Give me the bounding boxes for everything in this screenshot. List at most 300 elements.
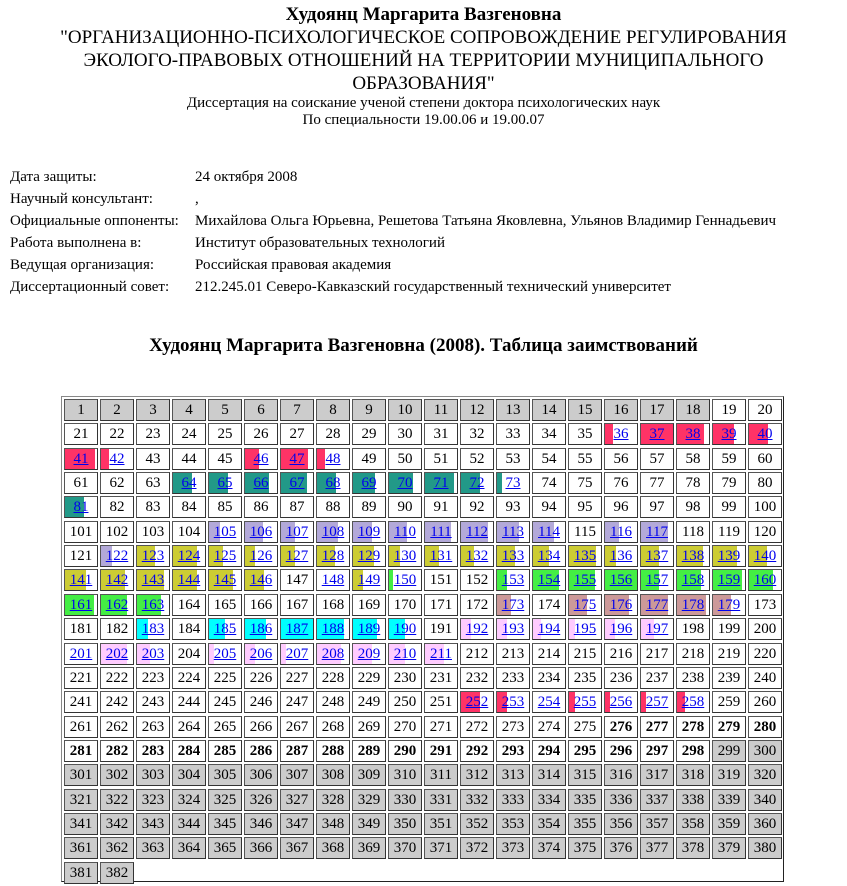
page-cell-150[interactable] — [388, 569, 422, 591]
page-cell-298 — [676, 740, 710, 762]
page-link[interactable]: 110 — [394, 524, 416, 540]
page-number: 171 — [429, 597, 453, 613]
page-number: 218 — [681, 646, 705, 662]
page-link[interactable]: 40 — [757, 426, 773, 442]
page-cell-206[interactable] — [244, 643, 278, 665]
page-cell-295 — [568, 740, 602, 762]
page-link[interactable]: 109 — [357, 524, 381, 540]
page-cell-122[interactable] — [100, 545, 134, 567]
page-cell-201[interactable] — [64, 643, 98, 665]
page-number: 82 — [109, 499, 125, 515]
page-number: 345 — [213, 816, 237, 832]
page-cell-222 — [100, 667, 134, 689]
page-number: 247 — [285, 694, 309, 710]
page-link[interactable]: 209 — [357, 646, 381, 662]
page-number: 101 — [69, 524, 93, 540]
page-number: 378 — [681, 840, 705, 856]
page-cell-159[interactable] — [712, 569, 746, 591]
page-cell-72[interactable] — [460, 472, 494, 494]
page-link[interactable]: 175 — [573, 597, 597, 613]
page-link[interactable]: 64 — [181, 475, 197, 491]
page-link[interactable]: 193 — [501, 621, 525, 637]
page-link[interactable]: 192 — [465, 621, 489, 637]
page-cell-207[interactable] — [280, 643, 314, 665]
page-link[interactable]: 149 — [357, 572, 381, 588]
page-number: 233 — [501, 670, 525, 686]
page-cell-257[interactable] — [640, 691, 674, 713]
page-cell-109[interactable] — [352, 521, 386, 543]
page-number: 277 — [645, 719, 669, 735]
page-cell-48[interactable] — [316, 448, 350, 470]
page-link[interactable]: 150 — [393, 572, 417, 588]
page-link[interactable]: 140 — [753, 548, 777, 564]
page-cell-188[interactable] — [316, 618, 350, 640]
page-link[interactable]: 256 — [609, 694, 633, 710]
page-cell-124[interactable] — [172, 545, 206, 567]
page-number: 151 — [429, 572, 453, 588]
page-cell-117[interactable] — [640, 521, 674, 543]
page-link[interactable]: 129 — [357, 548, 381, 564]
page-link[interactable]: 161 — [69, 597, 93, 613]
page-link[interactable]: 157 — [645, 572, 669, 588]
page-cell-36[interactable] — [604, 423, 638, 445]
page-cell-322 — [100, 789, 134, 811]
page-link[interactable]: 155 — [573, 572, 597, 588]
page-cell-194[interactable] — [532, 618, 566, 640]
page-link[interactable]: 153 — [501, 572, 525, 588]
page-link[interactable]: 145 — [213, 572, 237, 588]
page-cell-197[interactable] — [640, 618, 674, 640]
page-cell-93 — [496, 496, 530, 518]
page-cell-249 — [352, 691, 386, 713]
page-cell-367 — [280, 837, 314, 859]
page-link[interactable]: 112 — [466, 524, 488, 540]
page-cell-265 — [208, 716, 242, 738]
page-cell-208[interactable] — [316, 643, 350, 665]
page-link[interactable]: 46 — [253, 451, 269, 467]
page-cell-139[interactable] — [712, 545, 746, 567]
page-link[interactable]: 187 — [285, 621, 309, 637]
page-link[interactable]: 111 — [430, 524, 452, 540]
page-cell-106[interactable] — [244, 521, 278, 543]
page-number: 74 — [541, 475, 557, 491]
page-link[interactable]: 68 — [325, 475, 341, 491]
page-cell-273 — [496, 716, 530, 738]
page-cell-198 — [676, 618, 710, 640]
page-number: 13 — [505, 402, 521, 418]
page-cell-160[interactable] — [748, 569, 782, 591]
page-link[interactable]: 65 — [217, 475, 233, 491]
page-cell-164 — [172, 594, 206, 616]
page-link[interactable]: 41 — [73, 451, 89, 467]
page-link[interactable]: 69 — [361, 475, 377, 491]
page-cell-108[interactable] — [316, 521, 350, 543]
page-cell-252[interactable] — [460, 691, 494, 713]
page-number: 331 — [429, 792, 453, 808]
page-cell-127[interactable] — [280, 545, 314, 567]
page-link[interactable]: 206 — [249, 646, 273, 662]
page-cell-3 — [136, 399, 170, 421]
page-link[interactable]: 113 — [502, 524, 524, 540]
page-cell-101 — [64, 521, 98, 543]
page-cell-211[interactable] — [424, 643, 458, 665]
page-link[interactable]: 163 — [141, 597, 165, 613]
page-cell-175[interactable] — [568, 594, 602, 616]
page-cell-112[interactable] — [460, 521, 494, 543]
page-number: 214 — [537, 646, 561, 662]
page-link[interactable]: 197 — [645, 621, 669, 637]
page-cell-142[interactable] — [100, 569, 134, 591]
page-link[interactable]: 257 — [645, 694, 669, 710]
page-link[interactable]: 66 — [253, 475, 269, 491]
page-cell-156[interactable] — [604, 569, 638, 591]
page-link[interactable]: 189 — [357, 621, 381, 637]
page-cell-147 — [280, 569, 314, 591]
page-number: 223 — [141, 670, 165, 686]
page-link[interactable]: 188 — [321, 621, 345, 637]
page-link[interactable]: 131 — [429, 548, 453, 564]
page-link[interactable]: 196 — [609, 621, 633, 637]
page-cell-157[interactable] — [640, 569, 674, 591]
page-link[interactable]: 254 — [537, 694, 561, 710]
page-link[interactable]: 81 — [73, 499, 89, 515]
page-number: 326 — [249, 792, 273, 808]
page-number: 308 — [321, 767, 345, 783]
page-link[interactable]: 125 — [213, 548, 237, 564]
page-link[interactable]: 42 — [109, 451, 125, 467]
page-cell-143[interactable] — [136, 569, 170, 591]
page-cell-178[interactable] — [676, 594, 710, 616]
page-cell-41[interactable] — [64, 448, 98, 470]
page-link[interactable]: 159 — [717, 572, 741, 588]
page-cell-47[interactable] — [280, 448, 314, 470]
page-number: 169 — [357, 597, 381, 613]
page-cell-248 — [316, 691, 350, 713]
page-cell-199 — [712, 618, 746, 640]
info-value: Российская правовая академия — [195, 256, 392, 273]
page-link[interactable]: 143 — [141, 572, 165, 588]
page-cell-131[interactable] — [424, 545, 458, 567]
page-link[interactable]: 144 — [177, 572, 201, 588]
page-cell-256[interactable] — [604, 691, 638, 713]
page-link[interactable]: 183 — [141, 621, 165, 637]
page-link[interactable]: 141 — [69, 572, 93, 588]
page-cell-64[interactable] — [172, 472, 206, 494]
page-link[interactable]: 135 — [573, 548, 597, 564]
page-cell-43 — [136, 448, 170, 470]
page-link[interactable]: 114 — [538, 524, 560, 540]
page-cell-202[interactable] — [100, 643, 134, 665]
page-cell-140[interactable] — [748, 545, 782, 567]
page-cell-167 — [280, 594, 314, 616]
page-number: 267 — [285, 719, 309, 735]
page-link[interactable]: 186 — [249, 621, 273, 637]
page-cell-186[interactable] — [244, 618, 278, 640]
page-link[interactable]: 195 — [573, 621, 597, 637]
page-link[interactable]: 124 — [177, 548, 201, 564]
page-cell-204 — [172, 643, 206, 665]
page-cell-163[interactable] — [136, 594, 170, 616]
page-cell-311 — [424, 764, 458, 786]
page-cell-128[interactable] — [316, 545, 350, 567]
page-link[interactable]: 253 — [501, 694, 525, 710]
page-cell-105[interactable] — [208, 521, 242, 543]
page-cell-136[interactable] — [604, 545, 638, 567]
page-link[interactable]: 117 — [646, 524, 668, 540]
page-cell-262 — [100, 716, 134, 738]
page-cell-253[interactable] — [496, 691, 530, 713]
page-link[interactable]: 138 — [681, 548, 705, 564]
page-cell-126[interactable] — [244, 545, 278, 567]
page-link[interactable]: 203 — [141, 646, 165, 662]
page-link[interactable]: 127 — [285, 548, 309, 564]
page-link[interactable]: 255 — [573, 694, 597, 710]
page-link[interactable]: 158 — [681, 572, 705, 588]
page-cell-66[interactable] — [244, 472, 278, 494]
page-link[interactable]: 38 — [685, 426, 701, 442]
page-link[interactable]: 177 — [645, 597, 669, 613]
page-link[interactable]: 133 — [501, 548, 525, 564]
page-link[interactable]: 160 — [753, 572, 777, 588]
page-cell-154[interactable] — [532, 569, 566, 591]
page-link[interactable]: 210 — [393, 646, 417, 662]
page-number: 353 — [501, 816, 525, 832]
page-link[interactable]: 136 — [609, 548, 633, 564]
page-cell-13 — [496, 399, 530, 421]
page-link[interactable]: 39 — [721, 426, 737, 442]
page-number: 241 — [69, 694, 93, 710]
page-link[interactable]: 178 — [681, 597, 705, 613]
page-cell-376 — [604, 837, 638, 859]
page-cell-4 — [172, 399, 206, 421]
page-link[interactable]: 108 — [321, 524, 345, 540]
page-cell-182 — [100, 618, 134, 640]
page-cell-258[interactable] — [676, 691, 710, 713]
page-cell-196[interactable] — [604, 618, 638, 640]
page-cell-158[interactable] — [676, 569, 710, 591]
page-number: 294 — [537, 743, 561, 759]
page-cell-113[interactable] — [496, 521, 530, 543]
page-cell-134[interactable] — [532, 545, 566, 567]
page-cell-338 — [676, 789, 710, 811]
page-cell-120 — [748, 521, 782, 543]
page-link[interactable]: 72 — [469, 475, 485, 491]
page-cell-306 — [244, 764, 278, 786]
page-link[interactable]: 154 — [537, 572, 561, 588]
page-cell-73[interactable] — [496, 472, 530, 494]
page-link[interactable]: 47 — [289, 451, 305, 467]
page-cell-65[interactable] — [208, 472, 242, 494]
page-cell-173[interactable] — [496, 594, 530, 616]
page-link[interactable]: 207 — [285, 646, 309, 662]
page-cell-149[interactable] — [352, 569, 386, 591]
page-cell-145[interactable] — [208, 569, 242, 591]
page-cell-123[interactable] — [136, 545, 170, 567]
page-cell-155[interactable] — [568, 569, 602, 591]
page-number: 337 — [645, 792, 669, 808]
page-cell-114[interactable] — [532, 521, 566, 543]
page-number: 354 — [537, 816, 561, 832]
page-link[interactable]: 139 — [717, 548, 741, 564]
page-number: 54 — [541, 451, 557, 467]
page-link[interactable]: 173 — [501, 597, 525, 613]
page-cell-144[interactable] — [172, 569, 206, 591]
page-link[interactable]: 73 — [505, 475, 521, 491]
page-link[interactable]: 137 — [645, 548, 669, 564]
page-cell-148[interactable] — [316, 569, 350, 591]
page-number: 261 — [69, 719, 93, 735]
page-link[interactable]: 106 — [249, 524, 273, 540]
page-link[interactable]: 116 — [610, 524, 632, 540]
page-number: 170 — [393, 597, 417, 613]
page-cell-162[interactable] — [100, 594, 134, 616]
page-number: 21 — [73, 426, 89, 442]
page-number: 92 — [469, 499, 485, 515]
borrowing-fill-bar — [389, 570, 393, 590]
page-cell-191 — [424, 618, 458, 640]
page-link[interactable]: 67 — [289, 475, 305, 491]
page-cell-343 — [136, 813, 170, 835]
page-cell-137[interactable] — [640, 545, 674, 567]
page-cell-161[interactable] — [64, 594, 98, 616]
page-cell-81[interactable] — [64, 496, 98, 518]
page-number: 316 — [609, 767, 633, 783]
page-link[interactable]: 162 — [105, 597, 129, 613]
page-cell-83 — [136, 496, 170, 518]
page-link[interactable]: 122 — [105, 548, 129, 564]
page-number: 372 — [465, 840, 489, 856]
page-cell-130[interactable] — [388, 545, 422, 567]
page-cell-97 — [640, 496, 674, 518]
page-cell-153[interactable] — [496, 569, 530, 591]
page-cell-70[interactable] — [388, 472, 422, 494]
page-cell-189[interactable] — [352, 618, 386, 640]
page-number: 56 — [613, 451, 629, 467]
page-link[interactable]: 48 — [325, 451, 341, 467]
page-link[interactable]: 205 — [213, 646, 237, 662]
page-cell-336 — [604, 789, 638, 811]
page-cell-179[interactable] — [712, 594, 746, 616]
page-link[interactable]: 123 — [141, 548, 165, 564]
page-cell-192[interactable] — [460, 618, 494, 640]
page-cell-77 — [640, 472, 674, 494]
page-cell-200 — [748, 618, 782, 640]
page-cell-242 — [100, 691, 134, 713]
page-link[interactable]: 208 — [321, 646, 345, 662]
page-number: 299 — [717, 743, 741, 759]
page-cell-138[interactable] — [676, 545, 710, 567]
page-cell-193[interactable] — [496, 618, 530, 640]
page-link[interactable]: 252 — [465, 694, 489, 710]
page-cell-255[interactable] — [568, 691, 602, 713]
page-link[interactable]: 156 — [609, 572, 633, 588]
page-cell-205[interactable] — [208, 643, 242, 665]
page-cell-67[interactable] — [280, 472, 314, 494]
page-link[interactable]: 194 — [537, 621, 561, 637]
page-cell-195[interactable] — [568, 618, 602, 640]
page-cell-190[interactable] — [388, 618, 422, 640]
page-link[interactable]: 190 — [393, 621, 417, 637]
info-value: Михайлова Ольга Юрьевна, Решетова Татьяна Яковлевна, Ульянов Владимир Геннадьевич — [195, 212, 777, 229]
page-cell-107[interactable] — [280, 521, 314, 543]
page-cell-135[interactable] — [568, 545, 602, 567]
page-cell-129[interactable] — [352, 545, 386, 567]
page-cell-71[interactable] — [424, 472, 458, 494]
page-cell-176[interactable] — [604, 594, 638, 616]
page-number: 35 — [577, 426, 593, 442]
page-cell-183[interactable] — [136, 618, 170, 640]
page-link[interactable]: 185 — [213, 621, 237, 637]
page-link[interactable]: 176 — [609, 597, 633, 613]
page-cell-125[interactable] — [208, 545, 242, 567]
page-link[interactable]: 107 — [285, 524, 309, 540]
page-number: 238 — [681, 670, 705, 686]
page-cell-209[interactable] — [352, 643, 386, 665]
page-link[interactable]: 142 — [105, 572, 129, 588]
page-cell-40[interactable] — [748, 423, 782, 445]
page-link[interactable]: 70 — [397, 475, 413, 491]
page-link[interactable]: 71 — [433, 475, 449, 491]
page-cell-133[interactable] — [496, 545, 530, 567]
page-cell-46[interactable] — [244, 448, 278, 470]
page-cell-290 — [388, 740, 422, 762]
page-link[interactable]: 36 — [613, 426, 629, 442]
page-cell-177[interactable] — [640, 594, 674, 616]
page-link[interactable]: 201 — [69, 646, 93, 662]
page-cell-141[interactable] — [64, 569, 98, 591]
page-cell-210[interactable] — [388, 643, 422, 665]
page-cell-254[interactable] — [532, 691, 566, 713]
page-cell-111[interactable] — [424, 521, 458, 543]
page-number: 307 — [285, 767, 309, 783]
page-cell-357 — [640, 813, 674, 835]
page-link[interactable]: 126 — [249, 548, 273, 564]
page-cell-38[interactable] — [676, 423, 710, 445]
page-cell-37[interactable] — [640, 423, 674, 445]
page-link[interactable]: 37 — [649, 426, 665, 442]
page-cell-76 — [604, 472, 638, 494]
page-cell-39[interactable] — [712, 423, 746, 445]
page-cell-110[interactable] — [388, 521, 422, 543]
page-number: 379 — [717, 840, 741, 856]
page-number: 80 — [757, 475, 773, 491]
page-link[interactable]: 134 — [537, 548, 561, 564]
page-cell-146[interactable] — [244, 569, 278, 591]
page-link[interactable]: 179 — [717, 597, 741, 613]
page-link[interactable]: 148 — [321, 572, 345, 588]
page-cell-69[interactable] — [352, 472, 386, 494]
page-link[interactable]: 105 — [213, 524, 237, 540]
page-link[interactable]: 130 — [393, 548, 417, 564]
page-link[interactable]: 146 — [249, 572, 273, 588]
page-cell-185[interactable] — [208, 618, 242, 640]
page-link[interactable]: 128 — [321, 548, 345, 564]
page-cell-68[interactable] — [316, 472, 350, 494]
page-link[interactable]: 211 — [430, 646, 452, 662]
page-cell-116[interactable] — [604, 521, 638, 543]
page-link[interactable]: 202 — [105, 646, 129, 662]
page-cell-187[interactable] — [280, 618, 314, 640]
page-cell-132[interactable] — [460, 545, 494, 567]
page-cell-42[interactable] — [100, 448, 134, 470]
page-link[interactable]: 132 — [465, 548, 489, 564]
page-cell-56 — [604, 448, 638, 470]
page-number: 33 — [505, 426, 521, 442]
page-cell-203[interactable] — [136, 643, 170, 665]
page-link[interactable]: 258 — [681, 694, 705, 710]
page-number: 51 — [433, 451, 449, 467]
page-number: 360 — [753, 816, 777, 832]
